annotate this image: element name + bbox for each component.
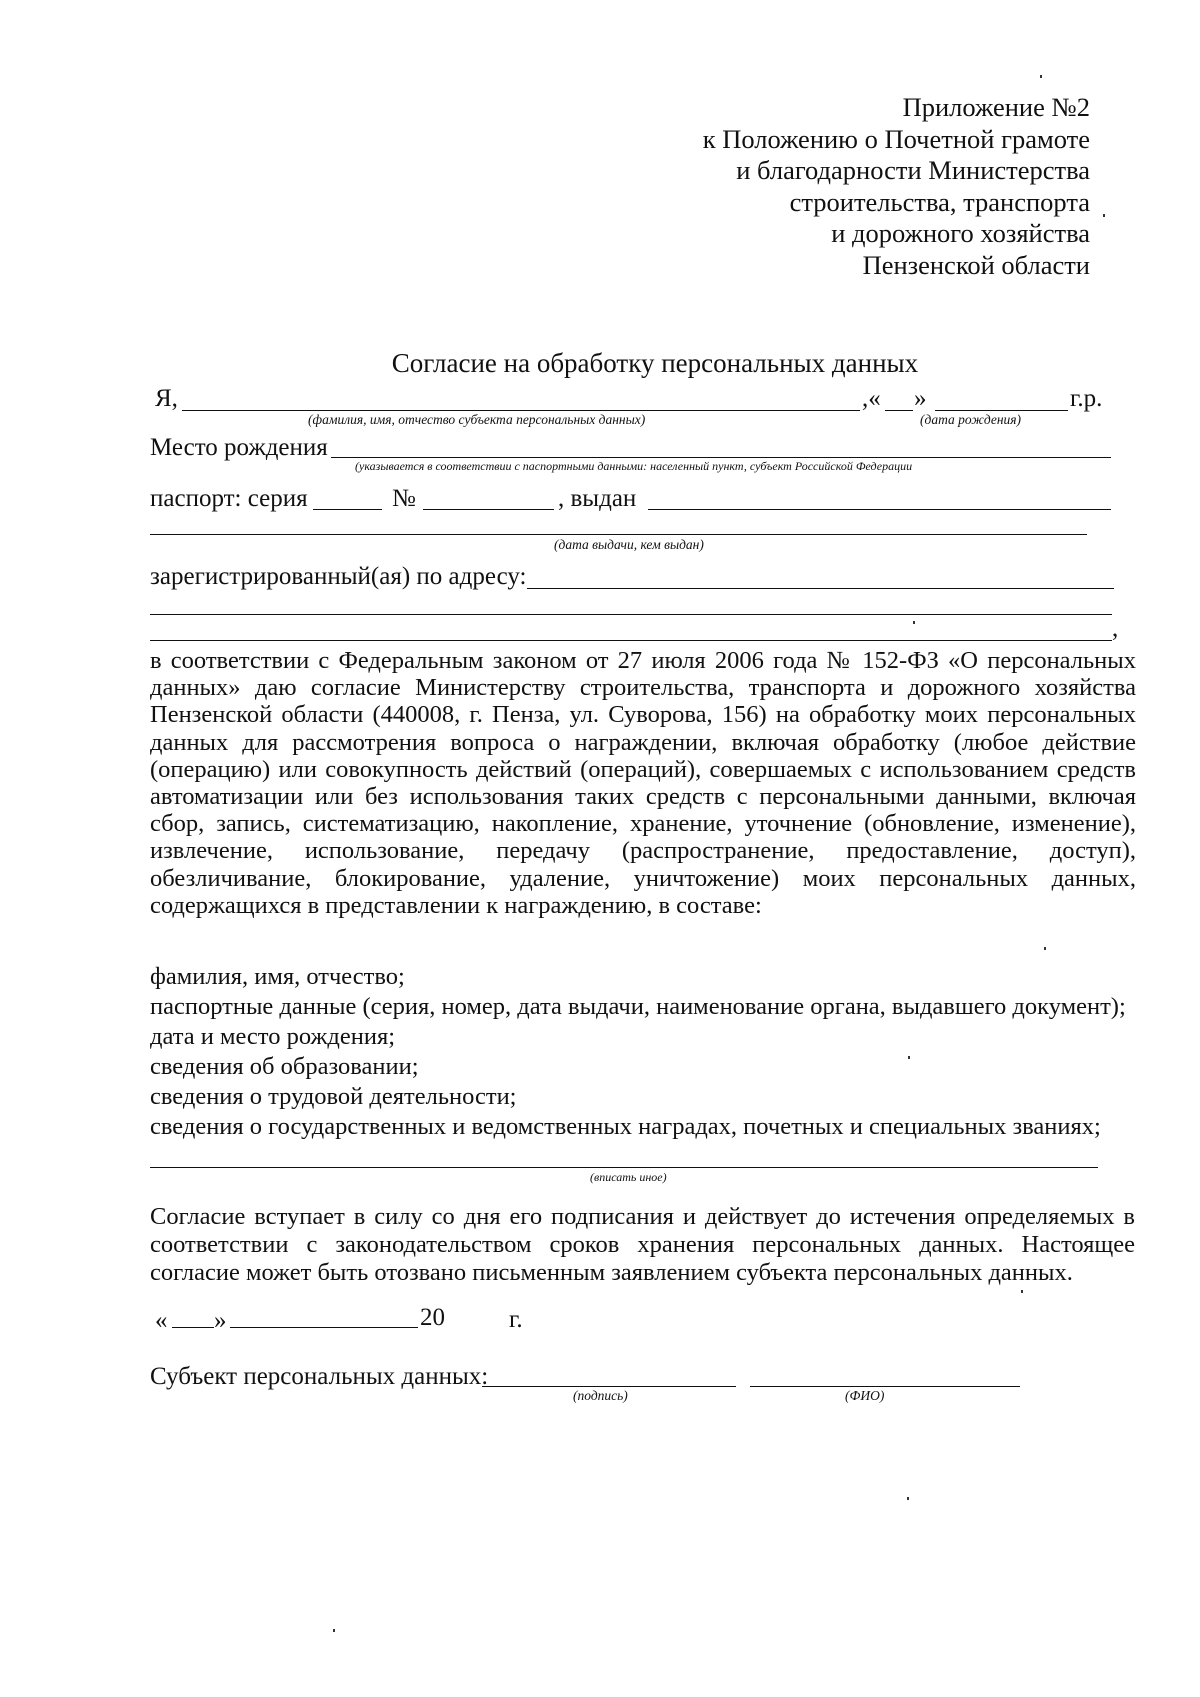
number-sign: № [392, 485, 416, 512]
birthdate-caption: (дата рождения) [920, 412, 1022, 427]
date-quote-close: » [214, 1307, 227, 1334]
passport-number-field[interactable] [423, 509, 554, 510]
address-field-line-3[interactable] [150, 640, 1112, 641]
birth-month-year-field[interactable] [935, 410, 1068, 411]
paragraph-line: содержащихся в представлении к награждению, в составе: [150, 891, 762, 919]
scan-speck [333, 1629, 335, 1632]
list-item: сведения об образовании; [150, 1053, 419, 1080]
date-day-field[interactable] [172, 1327, 214, 1328]
document-title: Согласие на обработку персональных данных [391, 348, 919, 378]
paragraph-line: Пензенской области (440008, г. Пенза, ул. Суворова, 156) на обработку моих персональных [150, 701, 1136, 729]
paragraph-line: обезличивание, блокирование, удаление, уничтожение) моих персональных данных, [150, 864, 1136, 892]
birth-quote-open: ,« [862, 385, 881, 412]
paragraph-line: (операцию) или совокупность действий (операций), совершаемых с использованием средств [150, 755, 1136, 783]
issued-caption: (дата выдачи, кем выдан) [554, 537, 704, 552]
birth-day-field[interactable] [885, 410, 913, 411]
birthplace-field[interactable] [331, 457, 1111, 458]
list-item: дата и место рождения; [150, 1023, 396, 1050]
list-item: фамилия, имя, отчество; [150, 963, 405, 990]
birth-quote-close: » [914, 385, 927, 412]
address-field-line-2[interactable] [150, 614, 1112, 615]
passport-label: паспорт: серия [150, 485, 308, 512]
paragraph-line: сбор, запись, систематизацию, накопление, хранение, уточнение (обновление, изменение), [150, 810, 1136, 838]
list-item: сведения о трудовой деятельности; [150, 1083, 517, 1110]
scan-speck [907, 1497, 909, 1500]
birthplace-label: Место рождения [150, 434, 328, 461]
paragraph-line: данных для рассмотрения вопроса о награждении, включая обработку (любое действие [150, 728, 1136, 756]
full-name-field[interactable] [182, 410, 860, 411]
paragraph-line: согласие может быть отозвано письменным заявлением субъекта персональных данных. [150, 1259, 1073, 1286]
address-comma: , [1112, 615, 1119, 642]
passport-series-field[interactable] [313, 509, 382, 510]
paragraph-line: соответствии с законодательством сроков хранения персональных данных. Настоящее [150, 1231, 1135, 1258]
issued-by-field-continued[interactable] [150, 534, 1087, 535]
list-item: сведения о государственных и ведомственных наградах, почетных и специальных званиях; [150, 1113, 1101, 1140]
scan-speck [1044, 947, 1046, 950]
other-caption: (вписать иное) [590, 1170, 667, 1184]
appendix-line: Приложение №2 [902, 92, 1090, 122]
paragraph-line: в соответствии с Федеральным законом от 27 июля 2006 года № 152-ФЗ «О персональных [150, 647, 1136, 674]
scan-speck [908, 1056, 910, 1059]
fio-field[interactable] [750, 1386, 1020, 1387]
signature-caption: (подпись) [573, 1388, 628, 1403]
paragraph-line: данных» даю согласие Министерству строительства, транспорта и дорожного хозяйства [150, 674, 1136, 702]
birthplace-caption: (указывается в соответствии с паспортными данными: населенный пункт, субъект Российской Федерации [355, 459, 913, 473]
date-year-suffix: г. [509, 1306, 523, 1333]
paragraph-line: извлечение, использование, передачу (распространение, предоставление, доступ), [150, 837, 1136, 865]
date-month-field[interactable] [230, 1327, 418, 1328]
appendix-line: Пензенской области [862, 249, 1090, 280]
consent-paragraph [150, 647, 1136, 919]
scan-speck [1040, 75, 1042, 78]
appendix-header [703, 92, 1090, 281]
name-caption: (фамилия, имя, отчество субъекта персональных данных) [308, 412, 646, 427]
list-item: паспортные данные (серия, номер, дата выдачи, наименование органа, выдавшего документ); [150, 993, 1126, 1020]
date-quote-open: « [155, 1307, 168, 1334]
paragraph-line: автоматизации или без использования таких средств с персональными данными, включая [150, 783, 1136, 811]
issued-by-field[interactable] [648, 509, 1111, 510]
appendix-line: и дорожного хозяйства [831, 218, 1090, 248]
scan-speck [1021, 1290, 1023, 1293]
validity-paragraph [150, 1203, 1135, 1287]
paragraph-line: Согласие вступает в силу со дня его подписания и действует до истечения определяемых в [150, 1203, 1135, 1230]
i-label: Я, [155, 385, 178, 412]
signature-field[interactable] [482, 1386, 736, 1387]
issued-label: , выдан [558, 485, 637, 512]
data-items-list [150, 962, 1126, 1142]
signature-label: Субъект персональных данных: [150, 1363, 489, 1390]
other-data-field[interactable] [150, 1167, 1098, 1168]
address-field[interactable] [527, 588, 1114, 589]
fio-caption: (ФИО) [845, 1388, 885, 1403]
appendix-line: к Положению о Почетной грамоте [702, 123, 1090, 154]
registered-address-label: зарегистрированный(ая) по адресу: [150, 563, 527, 590]
appendix-line: строительства, транспорта [789, 186, 1090, 217]
scan-speck [913, 621, 915, 624]
birth-year-suffix: г.р. [1070, 385, 1103, 412]
appendix-line: и благодарности Министерства [736, 155, 1090, 185]
date-year-prefix: 20 [420, 1304, 445, 1331]
scan-speck [1103, 214, 1105, 217]
